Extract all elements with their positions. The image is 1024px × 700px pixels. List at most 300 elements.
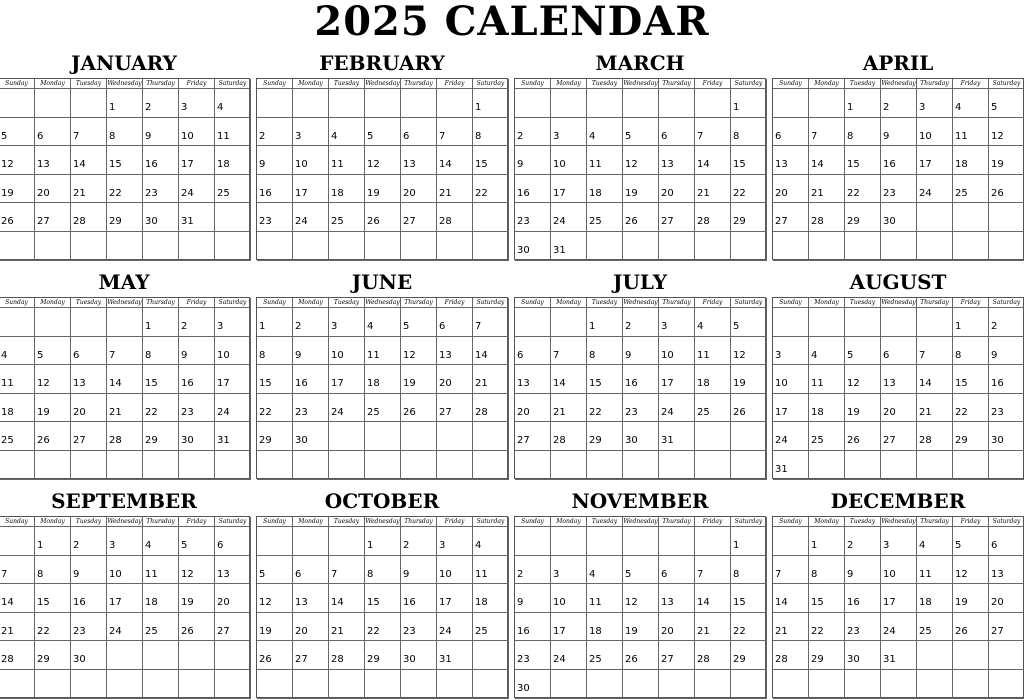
weekday-header: Monday bbox=[293, 517, 329, 527]
month-grid bbox=[772, 297, 1024, 479]
day-cell: 22 bbox=[257, 394, 293, 423]
weekday-header: Thursday bbox=[917, 298, 953, 308]
day-cell bbox=[257, 451, 293, 480]
weekday-header: Saturday bbox=[473, 79, 509, 89]
weekday-header: Wednesday bbox=[365, 518, 400, 525]
day-cell: 14 bbox=[107, 365, 143, 394]
day-cell: 24 bbox=[551, 203, 587, 232]
day-cell: 4 bbox=[215, 89, 251, 118]
day-cell: 26 bbox=[257, 641, 293, 670]
day-cell: 18 bbox=[587, 175, 623, 204]
day-cell: 13 bbox=[437, 337, 473, 366]
day-cell: 6 bbox=[773, 118, 809, 147]
day-cell bbox=[659, 89, 695, 118]
day-cell: 25 bbox=[329, 203, 365, 232]
day-cell: 22 bbox=[143, 394, 179, 423]
day-cell bbox=[107, 641, 143, 670]
day-cell bbox=[659, 670, 695, 699]
month-name: DECEMBER bbox=[830, 489, 966, 513]
day-cell bbox=[0, 451, 35, 480]
day-cell bbox=[881, 670, 917, 699]
month-name: OCTOBER bbox=[324, 489, 440, 513]
weekday-header: Saturday bbox=[473, 298, 509, 308]
day-cell bbox=[143, 232, 179, 261]
day-cell: 29 bbox=[953, 422, 989, 451]
day-cell: 3 bbox=[551, 118, 587, 147]
day-cell: 27 bbox=[215, 613, 251, 642]
weekday-header: Wednesday bbox=[623, 299, 658, 306]
day-cell: 25 bbox=[809, 422, 845, 451]
weekday-header: Friday bbox=[437, 517, 473, 527]
day-cell bbox=[0, 308, 35, 337]
weekday-header: Friday bbox=[179, 79, 215, 89]
day-cell bbox=[845, 670, 881, 699]
day-cell bbox=[731, 451, 767, 480]
day-cell: 27 bbox=[773, 203, 809, 232]
month-name: JULY bbox=[613, 270, 667, 294]
day-cell: 25 bbox=[0, 422, 35, 451]
day-cell: 11 bbox=[215, 118, 251, 147]
day-cell bbox=[329, 89, 365, 118]
day-cell: 11 bbox=[473, 556, 509, 585]
day-cell bbox=[365, 89, 401, 118]
day-cell: 16 bbox=[989, 365, 1024, 394]
day-cell bbox=[731, 670, 767, 699]
day-cell bbox=[71, 232, 107, 261]
day-cell: 5 bbox=[989, 89, 1024, 118]
day-cell: 14 bbox=[695, 584, 731, 613]
day-cell bbox=[0, 527, 35, 556]
day-cell bbox=[515, 308, 551, 337]
day-cell: 11 bbox=[953, 118, 989, 147]
day-cell: 24 bbox=[179, 175, 215, 204]
weekday-header: Friday bbox=[695, 79, 731, 89]
day-cell: 30 bbox=[515, 670, 551, 699]
day-cell: 1 bbox=[731, 89, 767, 118]
day-cell: 30 bbox=[881, 203, 917, 232]
day-cell bbox=[587, 89, 623, 118]
day-cell bbox=[695, 89, 731, 118]
day-cell bbox=[695, 232, 731, 261]
day-cell: 1 bbox=[953, 308, 989, 337]
day-cell: 25 bbox=[215, 175, 251, 204]
day-cell: 2 bbox=[71, 527, 107, 556]
day-cell bbox=[809, 89, 845, 118]
day-cell: 23 bbox=[845, 613, 881, 642]
day-cell: 13 bbox=[989, 556, 1024, 585]
day-cell: 27 bbox=[515, 422, 551, 451]
month-grid bbox=[772, 78, 1024, 260]
day-cell: 12 bbox=[989, 118, 1024, 147]
day-cell: 17 bbox=[107, 584, 143, 613]
day-cell: 23 bbox=[293, 394, 329, 423]
day-cell: 30 bbox=[515, 232, 551, 261]
day-cell: 15 bbox=[731, 146, 767, 175]
day-cell bbox=[143, 670, 179, 699]
day-cell: 10 bbox=[179, 118, 215, 147]
weekday-header: Tuesday bbox=[587, 298, 623, 308]
day-cell bbox=[773, 89, 809, 118]
day-cell: 27 bbox=[35, 203, 71, 232]
day-cell bbox=[329, 232, 365, 261]
day-cell: 20 bbox=[215, 584, 251, 613]
day-cell bbox=[437, 89, 473, 118]
day-cell: 13 bbox=[659, 584, 695, 613]
day-cell bbox=[215, 641, 251, 670]
weekday-header: Saturday bbox=[215, 298, 251, 308]
day-cell: 20 bbox=[437, 365, 473, 394]
day-cell bbox=[989, 232, 1024, 261]
day-cell: 6 bbox=[401, 118, 437, 147]
day-cell: 29 bbox=[731, 641, 767, 670]
day-cell: 20 bbox=[659, 175, 695, 204]
weekday-header: Sunday bbox=[0, 79, 35, 89]
day-cell: 1 bbox=[731, 527, 767, 556]
day-cell: 2 bbox=[293, 308, 329, 337]
day-cell: 25 bbox=[143, 613, 179, 642]
day-cell bbox=[623, 451, 659, 480]
day-cell: 6 bbox=[515, 337, 551, 366]
day-cell: 30 bbox=[71, 641, 107, 670]
day-cell: 1 bbox=[143, 308, 179, 337]
day-cell: 16 bbox=[623, 365, 659, 394]
day-cell: 5 bbox=[623, 556, 659, 585]
day-cell: 19 bbox=[731, 365, 767, 394]
day-cell: 5 bbox=[845, 337, 881, 366]
day-cell bbox=[659, 232, 695, 261]
day-cell bbox=[0, 89, 35, 118]
day-cell: 29 bbox=[845, 203, 881, 232]
weekday-header: Monday bbox=[809, 79, 845, 89]
day-cell: 11 bbox=[329, 146, 365, 175]
day-cell: 2 bbox=[179, 308, 215, 337]
day-cell: 10 bbox=[773, 365, 809, 394]
day-cell: 18 bbox=[143, 584, 179, 613]
day-cell: 17 bbox=[659, 365, 695, 394]
weekday-header: Friday bbox=[437, 79, 473, 89]
weekday-header: Tuesday bbox=[845, 298, 881, 308]
day-cell: 9 bbox=[143, 118, 179, 147]
weekday-header: Thursday bbox=[917, 517, 953, 527]
month-grid bbox=[0, 516, 250, 698]
day-cell: 14 bbox=[437, 146, 473, 175]
day-cell: 1 bbox=[845, 89, 881, 118]
day-cell bbox=[473, 422, 509, 451]
day-cell: 8 bbox=[845, 118, 881, 147]
day-cell: 1 bbox=[35, 527, 71, 556]
day-cell: 5 bbox=[0, 118, 35, 147]
month-name: JANUARY bbox=[71, 51, 177, 75]
day-cell: 28 bbox=[0, 641, 35, 670]
day-cell bbox=[257, 527, 293, 556]
day-cell bbox=[989, 670, 1024, 699]
day-cell bbox=[953, 670, 989, 699]
day-cell: 14 bbox=[0, 584, 35, 613]
day-cell: 3 bbox=[659, 308, 695, 337]
day-cell: 29 bbox=[809, 641, 845, 670]
month-name: MARCH bbox=[595, 51, 685, 75]
day-cell: 5 bbox=[623, 118, 659, 147]
weekday-header: Saturday bbox=[989, 517, 1024, 527]
day-cell bbox=[215, 232, 251, 261]
day-cell: 26 bbox=[623, 203, 659, 232]
day-cell bbox=[953, 641, 989, 670]
weekday-header: Thursday bbox=[659, 298, 695, 308]
day-cell: 27 bbox=[989, 613, 1024, 642]
day-cell bbox=[179, 232, 215, 261]
day-cell bbox=[473, 203, 509, 232]
day-cell: 4 bbox=[365, 308, 401, 337]
day-cell: 22 bbox=[587, 394, 623, 423]
day-cell bbox=[365, 232, 401, 261]
day-cell: 26 bbox=[623, 641, 659, 670]
day-cell: 30 bbox=[401, 641, 437, 670]
day-cell: 16 bbox=[515, 175, 551, 204]
day-cell: 26 bbox=[845, 422, 881, 451]
day-cell: 26 bbox=[179, 613, 215, 642]
day-cell bbox=[881, 308, 917, 337]
weekday-header: Sunday bbox=[773, 79, 809, 89]
day-cell: 6 bbox=[35, 118, 71, 147]
day-cell: 15 bbox=[473, 146, 509, 175]
day-cell bbox=[329, 422, 365, 451]
day-cell: 26 bbox=[35, 422, 71, 451]
day-cell bbox=[179, 670, 215, 699]
day-cell: 5 bbox=[365, 118, 401, 147]
day-cell: 25 bbox=[917, 613, 953, 642]
day-cell: 9 bbox=[293, 337, 329, 366]
day-cell: 11 bbox=[143, 556, 179, 585]
weekday-header: Tuesday bbox=[587, 79, 623, 89]
day-cell: 5 bbox=[179, 527, 215, 556]
day-cell bbox=[401, 232, 437, 261]
day-cell: 28 bbox=[71, 203, 107, 232]
day-cell: 5 bbox=[401, 308, 437, 337]
weekday-header: Monday bbox=[35, 298, 71, 308]
day-cell bbox=[809, 308, 845, 337]
day-cell bbox=[659, 451, 695, 480]
weekday-header: Wednesday bbox=[365, 80, 400, 87]
day-cell: 7 bbox=[329, 556, 365, 585]
day-cell: 7 bbox=[473, 308, 509, 337]
day-cell: 29 bbox=[107, 203, 143, 232]
day-cell: 12 bbox=[179, 556, 215, 585]
day-cell bbox=[953, 232, 989, 261]
day-cell bbox=[71, 308, 107, 337]
day-cell bbox=[473, 670, 509, 699]
day-cell: 17 bbox=[773, 394, 809, 423]
day-cell: 7 bbox=[71, 118, 107, 147]
month-name: SEPTEMBER bbox=[51, 489, 197, 513]
day-cell: 24 bbox=[329, 394, 365, 423]
day-cell: 2 bbox=[515, 118, 551, 147]
weekday-header: Sunday bbox=[773, 517, 809, 527]
day-cell: 21 bbox=[917, 394, 953, 423]
day-cell: 9 bbox=[845, 556, 881, 585]
day-cell: 27 bbox=[401, 203, 437, 232]
day-cell: 18 bbox=[917, 584, 953, 613]
day-cell: 11 bbox=[365, 337, 401, 366]
month-name: AUGUST bbox=[849, 270, 947, 294]
day-cell bbox=[107, 308, 143, 337]
weekday-header: Monday bbox=[293, 298, 329, 308]
weekday-header: Tuesday bbox=[71, 298, 107, 308]
day-cell: 31 bbox=[551, 232, 587, 261]
weekday-header: Friday bbox=[953, 298, 989, 308]
day-cell: 2 bbox=[257, 118, 293, 147]
day-cell: 29 bbox=[365, 641, 401, 670]
day-cell: 17 bbox=[215, 365, 251, 394]
day-cell: 2 bbox=[143, 89, 179, 118]
day-cell: 2 bbox=[989, 308, 1024, 337]
day-cell: 21 bbox=[71, 175, 107, 204]
day-cell: 5 bbox=[257, 556, 293, 585]
day-cell bbox=[623, 670, 659, 699]
weekday-header: Wednesday bbox=[365, 299, 400, 306]
day-cell bbox=[71, 89, 107, 118]
day-cell: 12 bbox=[35, 365, 71, 394]
day-cell bbox=[731, 232, 767, 261]
day-cell: 6 bbox=[71, 337, 107, 366]
weekday-header: Monday bbox=[35, 517, 71, 527]
day-cell: 15 bbox=[35, 584, 71, 613]
day-cell: 23 bbox=[623, 394, 659, 423]
day-cell: 10 bbox=[551, 146, 587, 175]
weekday-header: Wednesday bbox=[107, 80, 142, 87]
weekday-header: Wednesday bbox=[881, 299, 916, 306]
day-cell: 15 bbox=[143, 365, 179, 394]
day-cell: 3 bbox=[881, 527, 917, 556]
day-cell: 3 bbox=[329, 308, 365, 337]
month-grid bbox=[514, 297, 766, 479]
day-cell: 23 bbox=[515, 203, 551, 232]
day-cell: 29 bbox=[143, 422, 179, 451]
day-cell: 24 bbox=[215, 394, 251, 423]
weekday-header: Sunday bbox=[257, 79, 293, 89]
day-cell: 16 bbox=[257, 175, 293, 204]
day-cell: 10 bbox=[917, 118, 953, 147]
day-cell: 13 bbox=[659, 146, 695, 175]
weekday-header: Monday bbox=[809, 517, 845, 527]
weekday-header: Tuesday bbox=[329, 79, 365, 89]
day-cell bbox=[107, 232, 143, 261]
weekday-header: Wednesday bbox=[107, 299, 142, 306]
day-cell: 2 bbox=[881, 89, 917, 118]
day-cell: 11 bbox=[587, 584, 623, 613]
day-cell: 22 bbox=[365, 613, 401, 642]
day-cell: 22 bbox=[809, 613, 845, 642]
day-cell bbox=[35, 89, 71, 118]
day-cell: 17 bbox=[881, 584, 917, 613]
day-cell bbox=[35, 451, 71, 480]
day-cell: 28 bbox=[695, 203, 731, 232]
day-cell: 14 bbox=[773, 584, 809, 613]
day-cell: 28 bbox=[437, 203, 473, 232]
day-cell: 21 bbox=[0, 613, 35, 642]
day-cell: 28 bbox=[917, 422, 953, 451]
day-cell: 1 bbox=[365, 527, 401, 556]
weekday-header: Saturday bbox=[473, 517, 509, 527]
day-cell: 27 bbox=[659, 203, 695, 232]
day-cell: 28 bbox=[107, 422, 143, 451]
day-cell: 17 bbox=[179, 146, 215, 175]
day-cell: 23 bbox=[989, 394, 1024, 423]
month-grid bbox=[514, 516, 766, 698]
day-cell: 4 bbox=[587, 556, 623, 585]
weekday-header: Tuesday bbox=[587, 517, 623, 527]
weekday-header: Monday bbox=[551, 79, 587, 89]
day-cell: 12 bbox=[845, 365, 881, 394]
day-cell bbox=[809, 451, 845, 480]
day-cell bbox=[293, 670, 329, 699]
day-cell: 5 bbox=[953, 527, 989, 556]
day-cell: 2 bbox=[845, 527, 881, 556]
day-cell: 21 bbox=[695, 175, 731, 204]
day-cell: 6 bbox=[989, 527, 1024, 556]
day-cell: 9 bbox=[623, 337, 659, 366]
day-cell: 7 bbox=[107, 337, 143, 366]
day-cell bbox=[659, 527, 695, 556]
month-name: FEBRUARY bbox=[319, 51, 445, 75]
day-cell: 17 bbox=[551, 613, 587, 642]
day-cell bbox=[215, 451, 251, 480]
day-cell bbox=[917, 641, 953, 670]
day-cell: 5 bbox=[35, 337, 71, 366]
day-cell bbox=[917, 670, 953, 699]
weekday-header: Wednesday bbox=[881, 80, 916, 87]
weekday-header: Monday bbox=[551, 517, 587, 527]
day-cell bbox=[473, 641, 509, 670]
weekday-header: Saturday bbox=[215, 517, 251, 527]
month-name: APRIL bbox=[862, 51, 934, 75]
day-cell: 28 bbox=[551, 422, 587, 451]
day-cell: 14 bbox=[329, 584, 365, 613]
day-cell: 1 bbox=[587, 308, 623, 337]
day-cell: 15 bbox=[257, 365, 293, 394]
day-cell: 24 bbox=[107, 613, 143, 642]
day-cell: 19 bbox=[0, 175, 35, 204]
day-cell: 10 bbox=[881, 556, 917, 585]
day-cell bbox=[917, 308, 953, 337]
day-cell bbox=[365, 422, 401, 451]
day-cell bbox=[953, 451, 989, 480]
day-cell: 30 bbox=[293, 422, 329, 451]
day-cell bbox=[551, 527, 587, 556]
day-cell bbox=[845, 308, 881, 337]
month-grid bbox=[0, 78, 250, 260]
day-cell bbox=[257, 670, 293, 699]
day-cell bbox=[587, 451, 623, 480]
day-cell bbox=[473, 232, 509, 261]
day-cell: 26 bbox=[401, 394, 437, 423]
day-cell: 13 bbox=[215, 556, 251, 585]
day-cell: 16 bbox=[515, 613, 551, 642]
day-cell bbox=[401, 451, 437, 480]
day-cell: 28 bbox=[695, 641, 731, 670]
weekday-header: Wednesday bbox=[881, 518, 916, 525]
day-cell: 22 bbox=[845, 175, 881, 204]
day-cell bbox=[107, 451, 143, 480]
weekday-header: Thursday bbox=[659, 517, 695, 527]
day-cell: 19 bbox=[623, 175, 659, 204]
day-cell bbox=[0, 232, 35, 261]
day-cell: 22 bbox=[731, 175, 767, 204]
day-cell: 29 bbox=[587, 422, 623, 451]
day-cell: 10 bbox=[215, 337, 251, 366]
day-cell: 16 bbox=[293, 365, 329, 394]
day-cell: 31 bbox=[773, 451, 809, 480]
weekday-header: Thursday bbox=[401, 517, 437, 527]
